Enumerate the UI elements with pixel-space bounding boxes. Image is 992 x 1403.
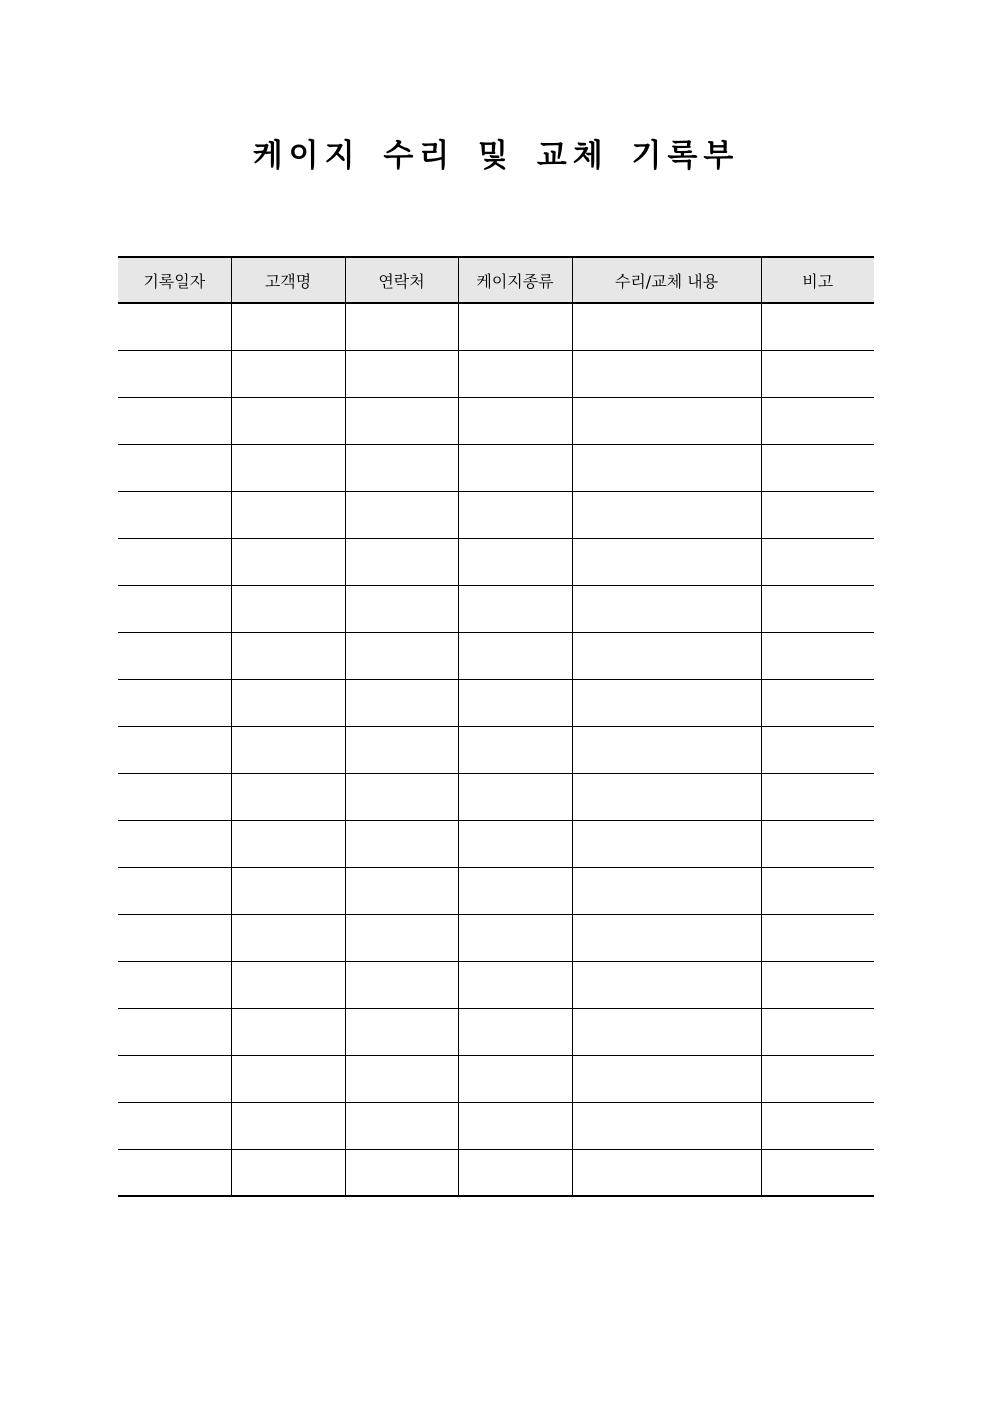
table-row (118, 1102, 874, 1149)
contact-cell[interactable] (345, 820, 458, 867)
contact-cell[interactable] (345, 1055, 458, 1102)
record-date-cell[interactable] (118, 679, 231, 726)
remarks-cell[interactable] (761, 914, 874, 961)
record-date-cell[interactable] (118, 961, 231, 1008)
table-row (118, 585, 874, 632)
customer-name-cell[interactable] (231, 350, 345, 397)
contact-cell[interactable] (345, 444, 458, 491)
remarks-cell[interactable] (761, 397, 874, 444)
repair-details-cell[interactable] (572, 1008, 761, 1055)
contact-cell[interactable] (345, 1008, 458, 1055)
record-date-cell[interactable] (118, 1102, 231, 1149)
header-cage-type: 케이지종류 (458, 257, 572, 303)
record-date-cell[interactable] (118, 538, 231, 585)
repair-details-cell[interactable] (572, 538, 761, 585)
remarks-cell[interactable] (761, 1102, 874, 1149)
customer-name-cell[interactable] (231, 1102, 345, 1149)
cage-type-cell[interactable] (458, 1149, 572, 1196)
customer-name-cell[interactable] (231, 1055, 345, 1102)
customer-name-cell[interactable] (231, 961, 345, 1008)
repair-details-cell[interactable] (572, 350, 761, 397)
repair-details-cell[interactable] (572, 1149, 761, 1196)
table-row (118, 1055, 874, 1102)
cage-type-cell[interactable] (458, 820, 572, 867)
remarks-cell[interactable] (761, 773, 874, 820)
customer-name-cell[interactable] (231, 1149, 345, 1196)
cage-type-cell[interactable] (458, 632, 572, 679)
repair-details-cell[interactable] (572, 632, 761, 679)
contact-cell[interactable] (345, 632, 458, 679)
remarks-cell[interactable] (761, 538, 874, 585)
record-date-cell[interactable] (118, 491, 231, 538)
table-row (118, 632, 874, 679)
contact-cell[interactable] (345, 538, 458, 585)
cage-type-cell[interactable] (458, 1102, 572, 1149)
customer-name-cell[interactable] (231, 1008, 345, 1055)
record-date-cell[interactable] (118, 632, 231, 679)
header-remarks: 비고 (761, 257, 874, 303)
repair-details-cell[interactable] (572, 914, 761, 961)
record-date-cell[interactable] (118, 303, 231, 350)
table-row (118, 397, 874, 444)
cage-type-cell[interactable] (458, 914, 572, 961)
cage-type-cell[interactable] (458, 303, 572, 350)
repair-details-cell[interactable] (572, 1055, 761, 1102)
customer-name-cell[interactable] (231, 538, 345, 585)
record-date-cell[interactable] (118, 1008, 231, 1055)
contact-cell[interactable] (345, 1102, 458, 1149)
table-row (118, 350, 874, 397)
contact-cell[interactable] (345, 726, 458, 773)
record-date-cell[interactable] (118, 1055, 231, 1102)
repair-details-cell[interactable] (572, 444, 761, 491)
table-row (118, 961, 874, 1008)
table-header-row (118, 257, 874, 303)
record-date-cell[interactable] (118, 397, 231, 444)
customer-name-cell[interactable] (231, 632, 345, 679)
table-row (118, 303, 874, 350)
table-row (118, 914, 874, 961)
repair-details-cell[interactable] (572, 773, 761, 820)
repair-details-cell[interactable] (572, 303, 761, 350)
repair-details-cell[interactable] (572, 1102, 761, 1149)
customer-name-cell[interactable] (231, 397, 345, 444)
cage-type-cell[interactable] (458, 397, 572, 444)
cage-type-cell[interactable] (458, 350, 572, 397)
customer-name-cell[interactable] (231, 679, 345, 726)
cage-type-cell[interactable] (458, 585, 572, 632)
remarks-cell[interactable] (761, 303, 874, 350)
repair-details-cell[interactable] (572, 726, 761, 773)
remarks-cell[interactable] (761, 726, 874, 773)
table-row (118, 1149, 874, 1196)
repair-details-cell[interactable] (572, 867, 761, 914)
remarks-cell[interactable] (761, 444, 874, 491)
table-row (118, 820, 874, 867)
cage-type-cell[interactable] (458, 961, 572, 1008)
table-body (118, 303, 874, 1196)
customer-name-cell[interactable] (231, 444, 345, 491)
repair-details-cell[interactable] (572, 961, 761, 1008)
cage-type-cell[interactable] (458, 773, 572, 820)
record-date-cell[interactable] (118, 914, 231, 961)
table-row (118, 773, 874, 820)
remarks-cell[interactable] (761, 867, 874, 914)
table-row (118, 538, 874, 585)
table-row (118, 679, 874, 726)
header-repair-details: 수리/교체 내용 (572, 257, 761, 303)
contact-cell[interactable] (345, 350, 458, 397)
table-row (118, 1008, 874, 1055)
contact-cell[interactable] (345, 1149, 458, 1196)
table-row (118, 867, 874, 914)
customer-name-cell[interactable] (231, 914, 345, 961)
contact-cell[interactable] (345, 397, 458, 444)
remarks-cell[interactable] (761, 491, 874, 538)
record-date-cell[interactable] (118, 585, 231, 632)
cage-type-cell[interactable] (458, 491, 572, 538)
customer-name-cell[interactable] (231, 773, 345, 820)
cage-type-cell[interactable] (458, 1055, 572, 1102)
contact-cell[interactable] (345, 585, 458, 632)
cage-type-cell[interactable] (458, 538, 572, 585)
record-date-cell[interactable] (118, 820, 231, 867)
contact-cell[interactable] (345, 914, 458, 961)
customer-name-cell[interactable] (231, 491, 345, 538)
repair-details-cell[interactable] (572, 397, 761, 444)
header-contact: 연락처 (345, 257, 458, 303)
contact-cell[interactable] (345, 679, 458, 726)
contact-cell[interactable] (345, 773, 458, 820)
cage-type-cell[interactable] (458, 1008, 572, 1055)
cage-type-cell[interactable] (458, 726, 572, 773)
customer-name-cell[interactable] (231, 867, 345, 914)
customer-name-cell[interactable] (231, 820, 345, 867)
repair-details-cell[interactable] (572, 679, 761, 726)
record-date-cell[interactable] (118, 1149, 231, 1196)
remarks-cell[interactable] (761, 350, 874, 397)
cage-type-cell[interactable] (458, 444, 572, 491)
remarks-cell[interactable] (761, 820, 874, 867)
contact-cell[interactable] (345, 961, 458, 1008)
record-date-cell[interactable] (118, 350, 231, 397)
record-date-cell[interactable] (118, 773, 231, 820)
remarks-cell[interactable] (761, 632, 874, 679)
remarks-cell[interactable] (761, 1149, 874, 1196)
repair-details-cell[interactable] (572, 491, 761, 538)
repair-details-cell[interactable] (572, 820, 761, 867)
repair-details-cell[interactable] (572, 585, 761, 632)
remarks-cell[interactable] (761, 679, 874, 726)
record-date-cell[interactable] (118, 444, 231, 491)
header-customer-name: 고객명 (231, 257, 345, 303)
table-row (118, 726, 874, 773)
header-record-date: 기록일자 (118, 257, 231, 303)
remarks-cell[interactable] (761, 1055, 874, 1102)
table-row (118, 491, 874, 538)
record-date-cell[interactable] (118, 726, 231, 773)
customer-name-cell[interactable] (231, 303, 345, 350)
table-row (118, 444, 874, 491)
contact-cell[interactable] (345, 867, 458, 914)
customer-name-cell[interactable] (231, 585, 345, 632)
remarks-cell[interactable] (761, 961, 874, 1008)
contact-cell[interactable] (345, 303, 458, 350)
contact-cell[interactable] (345, 491, 458, 538)
page-title: 케이지 수리 및 교체 기록부 (252, 138, 740, 174)
cage-type-cell[interactable] (458, 867, 572, 914)
cage-type-cell[interactable] (458, 679, 572, 726)
record-date-cell[interactable] (118, 867, 231, 914)
remarks-cell[interactable] (761, 585, 874, 632)
remarks-cell[interactable] (761, 1008, 874, 1055)
record-table (118, 256, 874, 1197)
customer-name-cell[interactable] (231, 726, 345, 773)
